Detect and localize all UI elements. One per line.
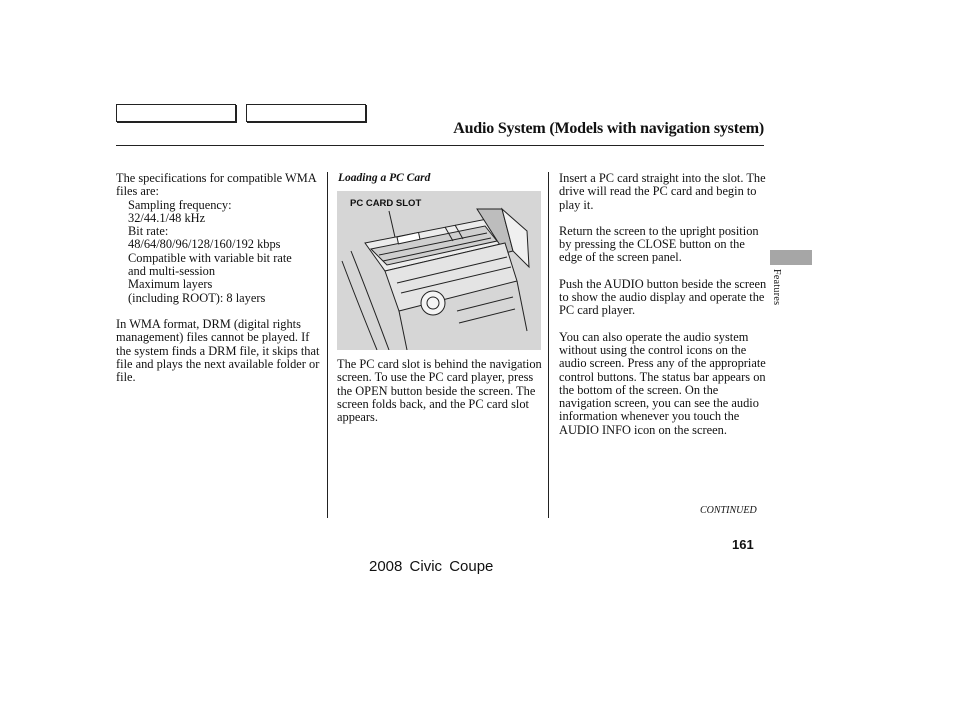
column-operation — [559, 172, 769, 450]
section-tab — [770, 250, 812, 265]
title-rule — [116, 145, 764, 146]
spec-line: Maximum layers — [128, 277, 213, 292]
insert-paragraph: Insert a PC card straight into the slot. The drive will read the PC card and begin to play it. — [559, 171, 766, 212]
dashboard-drawing — [337, 191, 541, 350]
spec-line: and multi-session — [128, 264, 216, 279]
drm-paragraph: In WMA format, DRM (digital rights management) files cannot be played. If the system finds a DRM file, it skips that file and plays the next available folder or file. — [116, 316, 320, 385]
page-number: 161 — [732, 537, 754, 552]
figure-label: PC CARD SLOT — [350, 198, 422, 209]
slot-paragraph: The PC card slot is behind the navigation screen. To use the PC card player, press the OPEN button beside the screen. The screen folds back, and the PC card slot appears. — [337, 357, 542, 425]
footer-model: 2008 Civic Coupe — [369, 558, 494, 575]
spec-line: (including ROOT): 8 layers — [128, 290, 266, 305]
spec-line: Bit rate: — [128, 224, 169, 239]
nav-box-left — [116, 104, 236, 122]
column-divider-2 — [548, 172, 549, 518]
return-paragraph: Return the screen to the upright position by pressing the CLOSE button on the edge of the screen panel. — [559, 223, 759, 265]
column-wma-specs — [116, 172, 321, 397]
spec-line: 32/44.1/48 kHz — [128, 210, 206, 225]
section-label: Features — [771, 269, 782, 306]
nav-box-right — [246, 104, 366, 122]
spec-line: Compatible with variable bit rate — [128, 250, 292, 265]
continued-note: CONTINUED — [700, 505, 757, 516]
control-paragraph: You can also operate the audio system without using the control icons on the audio screen. Press any of the appropriate control buttons. The status bar appears on the bottom of the screen. On the navigation screen, you can see the audio information whenever you touch the AUDIO INFO icon on the screen. — [559, 329, 766, 437]
pc-card-slot-illustration — [337, 191, 541, 350]
spec-line: Sampling frequency: — [128, 197, 232, 212]
spec-line: 48/64/80/96/128/160/192 kbps — [128, 237, 281, 252]
column-pc-card-slot — [337, 358, 542, 437]
audio-button-paragraph: Push the AUDIO button beside the screen to show the audio display and operate the PC card player. — [559, 276, 767, 318]
column-divider-1 — [327, 172, 328, 518]
figure-caption: Loading a PC Card — [338, 172, 431, 184]
wma-intro: The specifications for compatible WMA files are: — [116, 171, 317, 199]
page-title: Audio System (Models with navigation system) — [453, 120, 764, 137]
